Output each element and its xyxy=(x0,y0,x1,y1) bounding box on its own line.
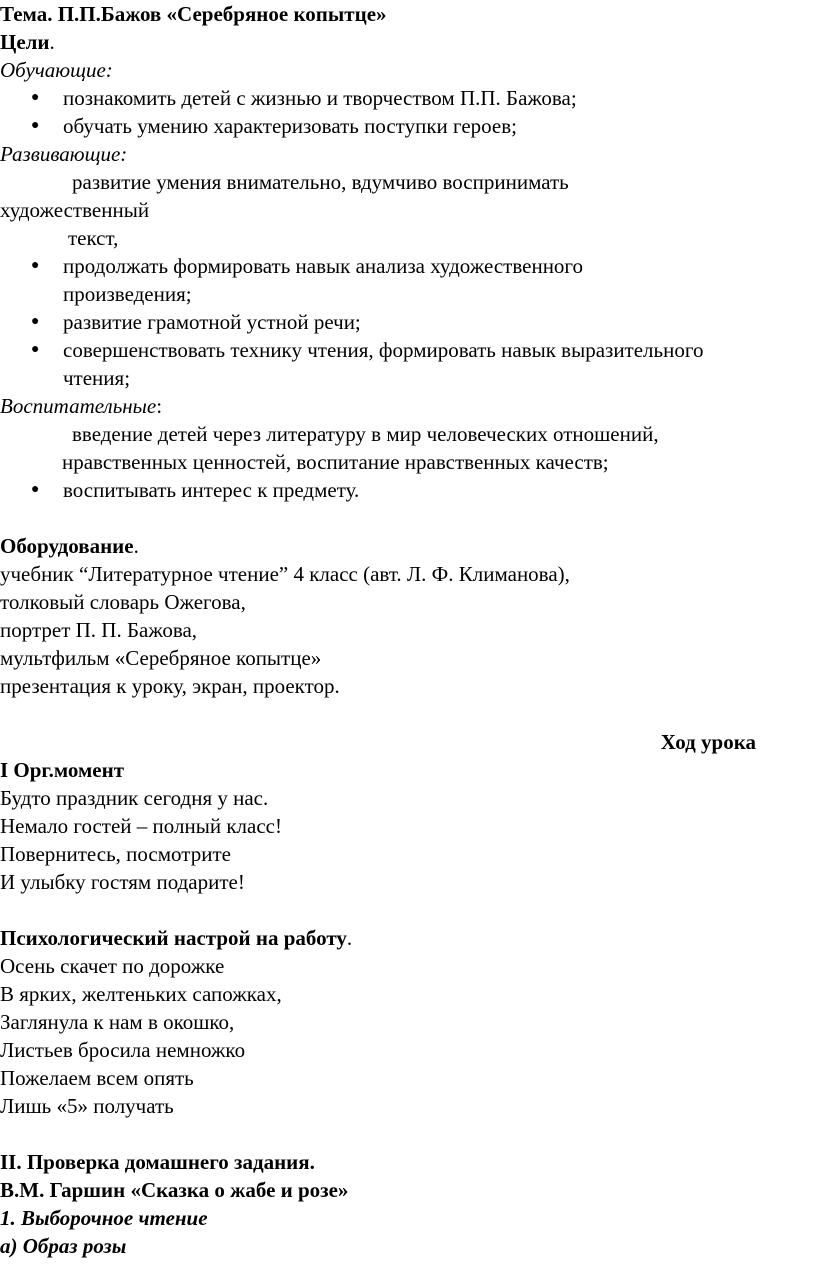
bullet-icon: ● xyxy=(31,314,40,329)
bullet-icon: ● xyxy=(31,90,40,105)
homework-item-2: а) Образ розы xyxy=(0,1234,127,1258)
educating-label: Воспитательные xyxy=(0,394,157,418)
topic-label: Тема. xyxy=(0,2,58,26)
homework-subtitle: В.М. Гаршин «Сказка о жабе и розе» xyxy=(0,1178,349,1202)
educating-line-1: введение детей через литературу в мир человеческих отношений, xyxy=(72,422,659,446)
developing-line-1: развитие умения внимательно, вдумчиво воспринимать xyxy=(72,170,569,194)
developing-line-2: художественный xyxy=(0,198,150,222)
psych-line-1: Осень скачет по дорожке xyxy=(0,954,225,978)
educating-line-2: нравственных ценностей, воспитание нравственных качеств; xyxy=(62,450,609,474)
developing-label: Развивающие: xyxy=(0,142,128,166)
org-line-1: Будто праздник сегодня у нас. xyxy=(0,786,269,810)
bullet-icon: ● xyxy=(31,342,40,357)
developing-item-1: продолжать формировать навык анализа художественного xyxy=(63,254,584,278)
goals-punct: . xyxy=(49,30,55,54)
bullet-icon: ● xyxy=(31,258,40,273)
bullet-icon: ● xyxy=(31,118,40,133)
equipment-heading xyxy=(0,532,139,560)
org-line-4: И улыбку гостям подарите! xyxy=(0,870,245,894)
equipment-label: Оборудование xyxy=(0,534,134,558)
developing-item-3-cont: чтения; xyxy=(63,366,131,390)
psych-line-6: Лишь «5» получать xyxy=(0,1094,174,1118)
psych-line-4: Листьев бросила немножко xyxy=(0,1038,246,1062)
goals-label: Цели xyxy=(0,30,50,54)
topic-line xyxy=(0,0,387,28)
org-line-3: Повернитесь, посмотрите xyxy=(0,842,231,866)
psych-line-2: В ярких, желтеньких сапожках, xyxy=(0,982,282,1006)
developing-line-3: текст, xyxy=(68,226,119,250)
psych-heading xyxy=(0,924,352,952)
teaching-item-1: познакомить детей с жизнью и творчеством П.П. Бажова; xyxy=(63,86,577,110)
psych-line-5: Пожелаем всем опять xyxy=(0,1066,194,1090)
equipment-line-1: учебник “Литературное чтение” 4 класс (авт. Л. Ф. Климанова), xyxy=(0,562,570,586)
psych-punct: . xyxy=(346,926,353,950)
teaching-label: Обучающие: xyxy=(0,58,113,82)
org-line-2: Немало гостей – полный класс! xyxy=(0,814,282,838)
educating-heading xyxy=(0,392,162,420)
educating-item: воспитывать интерес к предмету. xyxy=(63,478,360,502)
equipment-punct: . xyxy=(133,534,139,558)
equipment-line-5: презентация к уроку, экран, проектор. xyxy=(0,674,340,698)
developing-item-1-cont: произведения; xyxy=(63,282,192,306)
psych-title: Психологический настрой на работу xyxy=(0,926,347,950)
equipment-line-4: мультфильм «Серебряное копытце» xyxy=(0,646,322,670)
lesson-title: Ход урока xyxy=(660,730,756,754)
goals-heading xyxy=(0,28,55,56)
teaching-item-2: обучать умению характеризовать поступки героев; xyxy=(63,114,517,138)
educating-colon: : xyxy=(156,394,163,418)
bullet-icon: ● xyxy=(31,482,40,497)
equipment-line-2: толковый словарь Ожегова, xyxy=(0,590,246,614)
topic-title: П.П.Бажов «Серебряное копытце» xyxy=(57,2,387,26)
equipment-line-3: портрет П. П. Бажова, xyxy=(0,618,198,642)
homework-item-1: 1. Выборочное чтение xyxy=(0,1206,208,1230)
org-title: I Орг.момент xyxy=(0,758,125,782)
homework-title: II. Проверка домашнего задания. xyxy=(0,1150,315,1174)
developing-item-2: развитие грамотной устной речи; xyxy=(63,310,361,334)
psych-line-3: Заглянула к нам в окошко, xyxy=(0,1010,235,1034)
developing-item-3: совершенствовать технику чтения, формировать навык выразительного xyxy=(63,338,704,362)
